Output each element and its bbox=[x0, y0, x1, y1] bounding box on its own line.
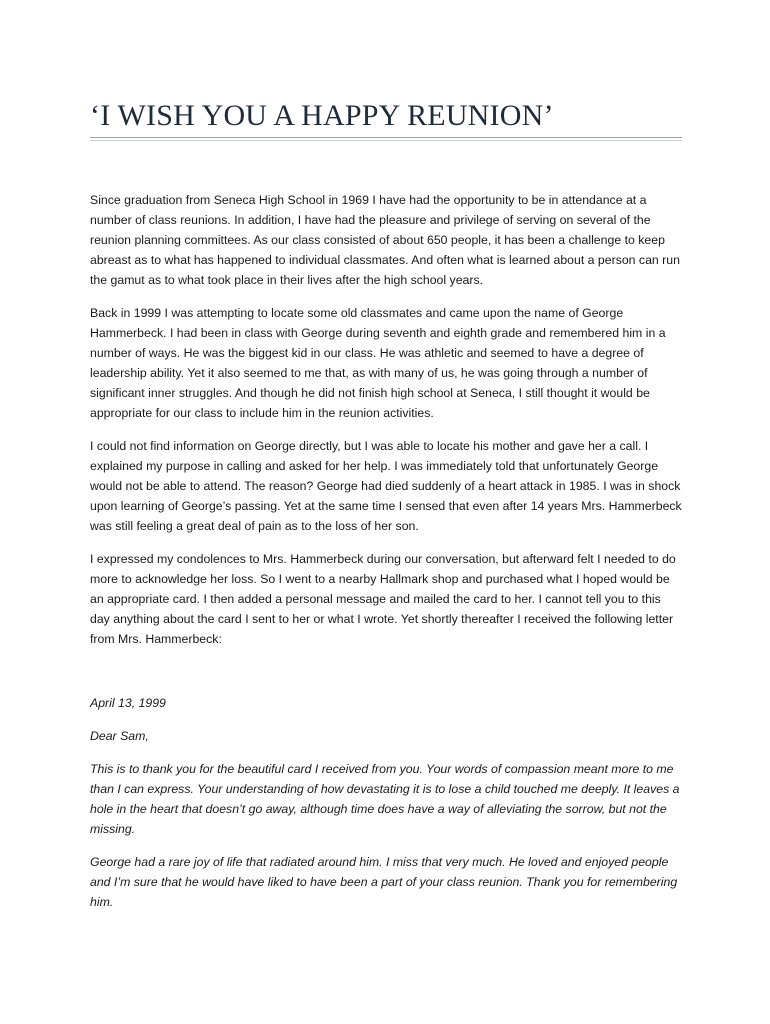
body-paragraph: I expressed my condolences to Mrs. Hammerbeck during our conversation, but afterward felt I needed to do more to acknowledge her loss. So I went to a nearby Hallmark shop and purchased what I hoped would be an appropriate card. I then added a personal message and mailed the card to her. I cannot tell you to this day anything about the card I sent to her or what I wrote. Yet shortly thereafter I received the following letter from Mrs. Hammerbeck: bbox=[90, 552, 676, 646]
body-paragraph: Since graduation from Seneca High School in 1969 I have had the opportunity to be in attendance at a number of class reunions. In addition, I have had the pleasure and privilege of serving on several of the reunion planning committees. As our class consisted of about 650 people, it has been a challenge to keep abreast as to what has happened to individual classmates. And often what is learned about a person can run the gamut as to what took place in their lives after the high school years. bbox=[90, 193, 680, 287]
title-underline bbox=[90, 137, 682, 141]
body-paragraph: I could not find information on George directly, but I was able to locate his mother and gave her a call. I explained my purpose in calling and asked for her help. I was immediately told that unfortunately George would not be able to attend. The reason? George had died suddenly of a heart attack in 1985. I was in shock upon learning of George’s passing. Yet at the same time I sensed that even after 14 years Mrs. Hammerbeck was still feeling a great deal of pain as to the loss of her son. bbox=[90, 439, 682, 533]
letter-date: April 13, 1999 bbox=[90, 696, 166, 710]
quoted-letter bbox=[90, 693, 682, 925]
letter-paragraph: This is to thank you for the beautiful card I received from you. Your words of compassion meant more to me than I can express. Your understanding of how devastating it is to lose a child touched me deeply. It leaves a hole in the heart that doesn’t go away, although time does have a way of alleviating the sorrow, but not the missing. bbox=[90, 762, 680, 836]
letter-salutation: Dear Sam, bbox=[90, 729, 149, 743]
document-body bbox=[90, 190, 682, 662]
letter-paragraph: George had a rare joy of life that radiated around him. I miss that very much. He loved and enjoyed people and I’m sure that he would have liked to have been a part of your class reunion. Thank you for remembering him. bbox=[90, 855, 678, 909]
body-paragraph: Back in 1999 I was attempting to locate some old classmates and came upon the name of George Hammerbeck. I had been in class with George during seventh and eighth grade and remembered him in a number of ways. He was the biggest kid in our class. He was athletic and seemed to have a degree of leadership ability. Yet it also seemed to me that, as with many of us, he was going through a number of significant inner struggles. And though he did not finish high school at Seneca, I still thought it would be appropriate for our class to include him in the reunion activities. bbox=[90, 306, 666, 420]
document-title: ‘I WISH YOU A HAPPY REUNION’ bbox=[90, 99, 554, 132]
